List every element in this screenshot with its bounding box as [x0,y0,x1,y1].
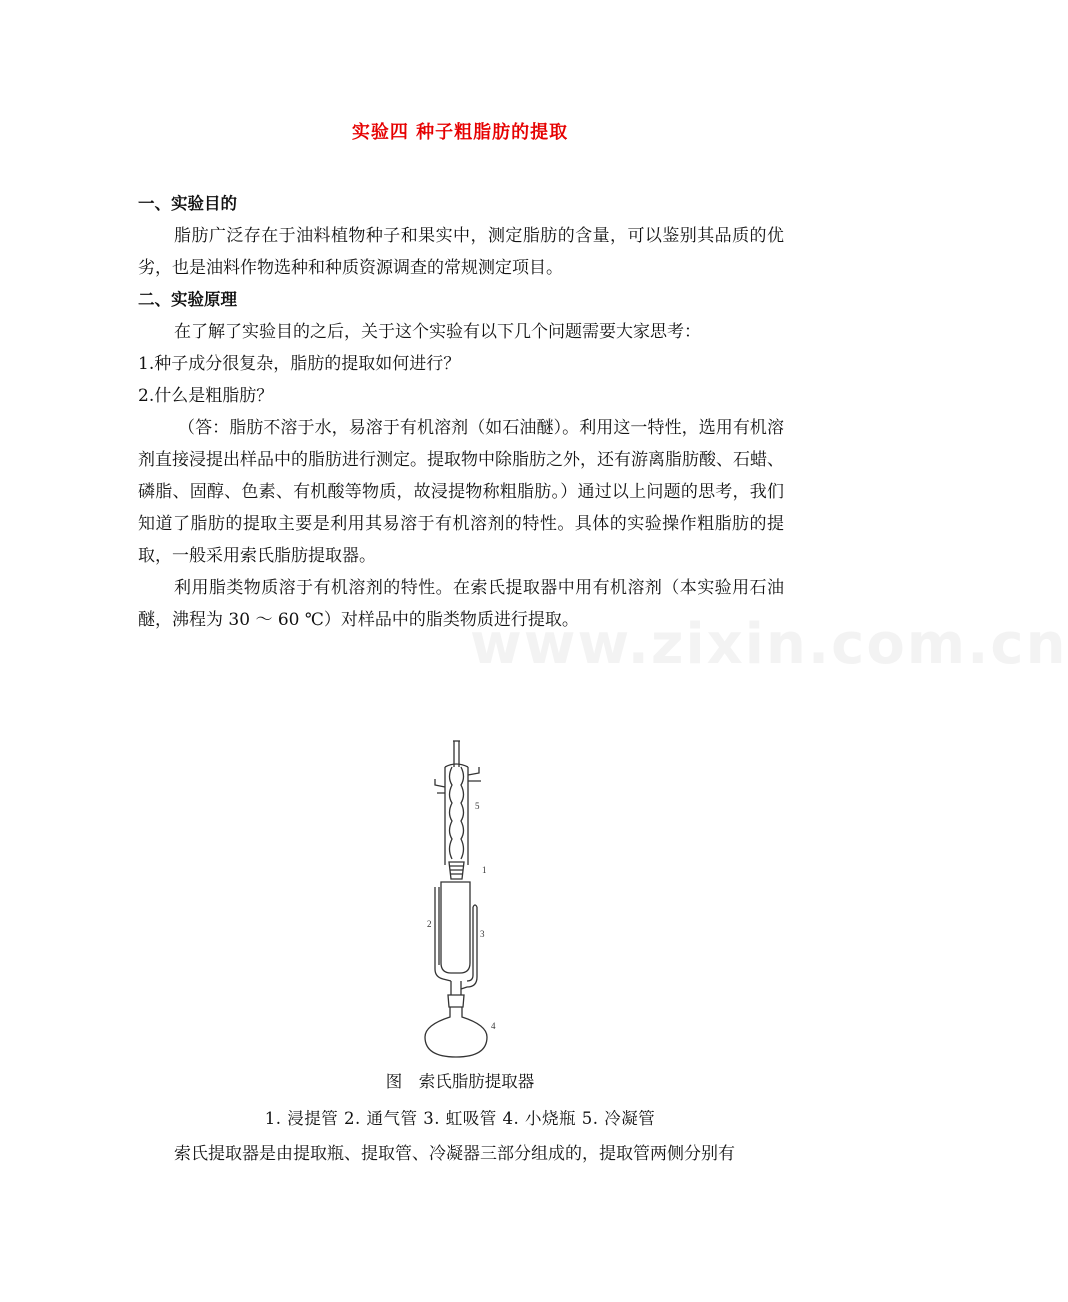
section-heading-principle: 二、实验原理 [138,290,237,309]
watermark: www.zixin.com.cn [470,612,1068,677]
figure-caption: 图 索氏脂肪提取器 [385,1072,535,1091]
question-1: 1.种子成分很复杂，脂肪的提取如何进行？ [138,354,461,374]
document-body [138,188,784,636]
principle-paragraph: 利用脂类物质溶于有机溶剂的特性。在索氏提取器中用有机溶剂（本实验用石油醚，沸程为 30 ～ 60 ℃）对样品中的脂类物质进行提取。 [138,578,784,630]
section-heading-purpose: 一、实验目的 [138,194,237,213]
figure-label-1: 1 [482,865,487,875]
last-paragraph: 索氏提取器是由提取瓶、提取管、冷凝器三部分组成的，提取管两侧分别有 [174,1144,735,1164]
figure-label-4: 4 [491,1021,496,1031]
principle-intro: 在了解了实验目的之后，关于这个实验有以下几个问题需要大家思考： [174,322,701,342]
figure-legend: 1. 浸提管 2. 通气管 3. 虹吸管 4. 小烧瓶 5. 冷凝管 [264,1109,656,1128]
document-title: 实验四 种子粗脂肪的提取 [351,122,569,143]
figure-label-5: 5 [475,801,480,811]
figure-label-3: 3 [480,929,485,939]
answer-paragraph: （答：脂肪不溶于水，易溶于有机溶剂（如石油醚）。利用这一特性，选用有机溶剂直接浸提出样品中的脂肪进行测定。提取物中除脂肪之外，还有游离脂肪酸、石蜡、磷脂、固醇、色素、有机酸等物质，故浸提物称粗脂肪。）通过以上问题的思考，我们知道了脂肪的提取主要是利用其易溶于有机溶剂的特性。具体的实验操作粗脂肪的提取，一般采用索氏脂肪提取器。 [138,418,784,566]
purpose-paragraph: 脂肪广泛存在于油料植物种子和果实中，测定脂肪的含量，可以鉴别其品质的优劣，也是油料作物选种和种质资源调查的常规测定项目。 [138,226,784,278]
question-2: 2.什么是粗脂肪？ [138,386,274,406]
figure-label-2: 2 [427,919,432,929]
soxhlet-extractor-diagram [405,737,515,1059]
